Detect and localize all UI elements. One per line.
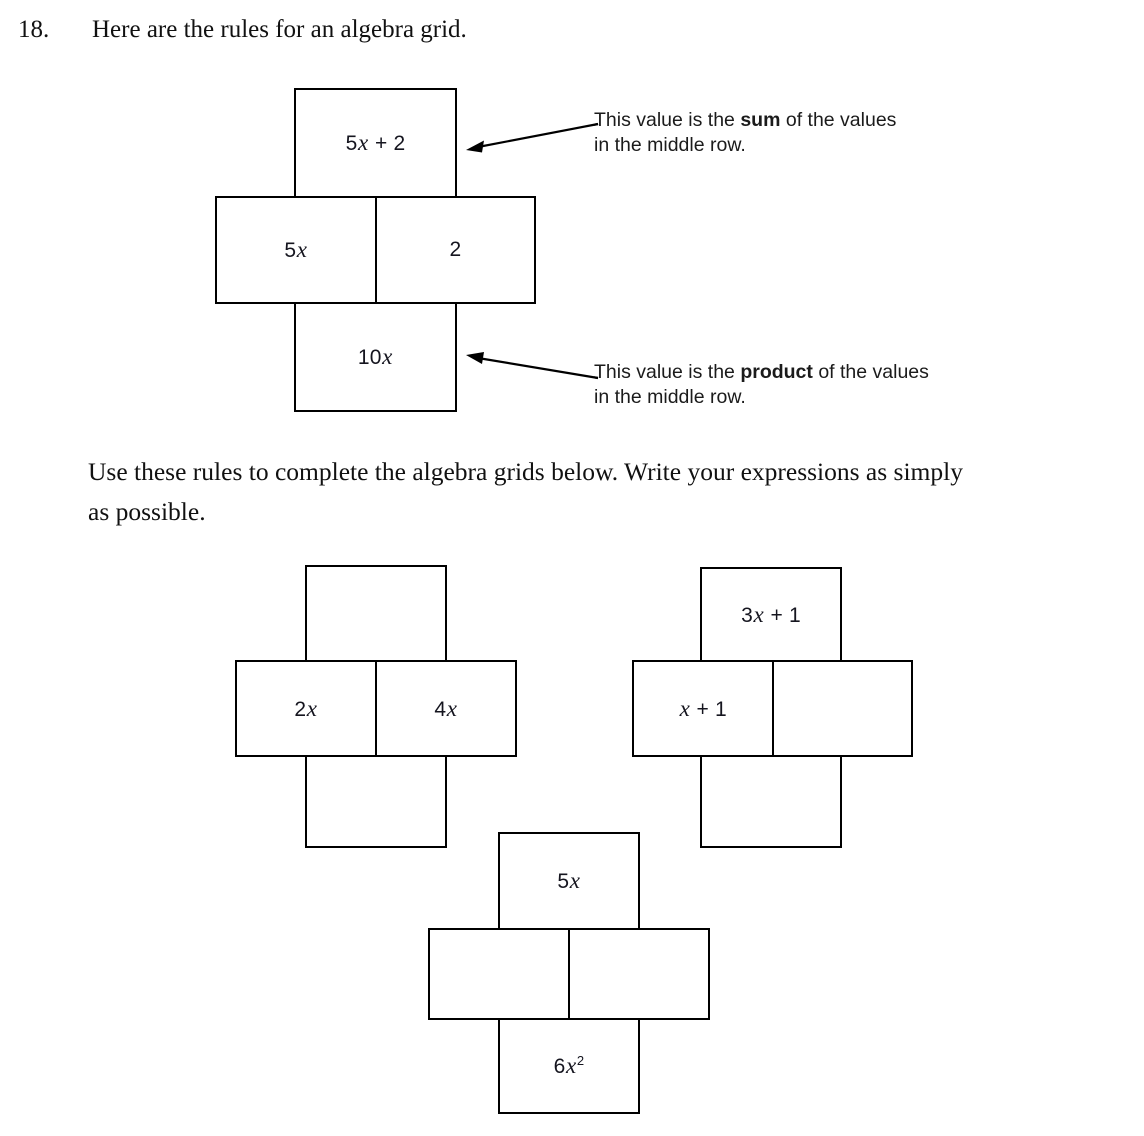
instruction-paragraph: Use these rules to complete the algebra grids below. Write your expressions as simply as possible. bbox=[88, 457, 963, 526]
answer-grid-c-middle-left-cell[interactable] bbox=[428, 928, 570, 1020]
example-grid-middle-left-value: 5x bbox=[284, 237, 308, 262]
answer-grid-a-top-cell[interactable] bbox=[305, 565, 447, 662]
sum-annotation-text-after: of the values bbox=[780, 109, 897, 131]
sum-rule-annotation-line2: in the middle row. bbox=[594, 134, 746, 156]
sum-rule-annotation bbox=[594, 108, 954, 158]
answer-grid-a-middle-left-cell[interactable] bbox=[235, 660, 377, 757]
sum-rule-arrow bbox=[462, 120, 602, 165]
answer-grid-b-top-value: 3x + 1 bbox=[741, 601, 801, 627]
answer-grid-a-middle-left-value: 2x bbox=[294, 695, 318, 721]
sum-keyword: sum bbox=[740, 109, 781, 131]
answer-grid-c-bottom-cell[interactable] bbox=[498, 1018, 640, 1114]
answer-grid-c bbox=[428, 832, 711, 1114]
example-grid-top-cell bbox=[294, 88, 457, 198]
example-grid-middle-right-value: 2 bbox=[449, 238, 462, 261]
answer-grid-a bbox=[235, 565, 518, 848]
question-number: 18. bbox=[18, 16, 50, 43]
product-rule-annotation bbox=[594, 360, 974, 410]
product-keyword: product bbox=[740, 361, 813, 383]
answer-grid-b bbox=[632, 567, 913, 848]
example-grid-bottom-cell bbox=[294, 302, 457, 412]
answer-grid-b-middle-left-value: x + 1 bbox=[679, 695, 727, 721]
answer-grid-a-bottom-cell[interactable] bbox=[305, 755, 447, 848]
example-grid-bottom-value: 10x bbox=[357, 344, 393, 369]
product-rule-annotation-line1 bbox=[594, 360, 974, 385]
example-grid-top-value: 5x + 2 bbox=[345, 130, 406, 155]
answer-grid-b-middle-left-cell[interactable] bbox=[632, 660, 774, 757]
question-header bbox=[18, 14, 1018, 45]
answer-grid-a-middle-right-cell[interactable] bbox=[375, 660, 517, 757]
sum-rule-annotation-line1 bbox=[594, 108, 954, 133]
answer-grid-c-top-value: 5x bbox=[557, 868, 581, 893]
answer-grid-c-middle-right-cell[interactable] bbox=[568, 928, 710, 1020]
answer-grid-a-middle-right-value: 4x bbox=[434, 695, 458, 721]
answer-grid-b-bottom-cell[interactable] bbox=[700, 755, 842, 848]
answer-grid-c-bottom-value: $6x^2$ bbox=[553, 1053, 585, 1078]
example-grid-middle-right-cell bbox=[375, 196, 536, 304]
example-grid-middle-left-cell bbox=[215, 196, 377, 304]
page-title: Here are the rules for an algebra grid. bbox=[92, 16, 467, 43]
product-annotation-text-after: of the values bbox=[812, 361, 929, 383]
product-annotation-text-before: This value is the bbox=[594, 361, 741, 383]
answer-grid-b-middle-right-cell[interactable] bbox=[772, 660, 913, 757]
product-rule-arrow bbox=[462, 348, 602, 393]
product-rule-annotation-line2: in the middle row. bbox=[594, 386, 746, 408]
answer-grid-c-top-cell[interactable] bbox=[498, 832, 640, 930]
sum-annotation-text-before: This value is the bbox=[594, 109, 741, 131]
answer-grid-b-top-cell[interactable] bbox=[700, 567, 842, 662]
